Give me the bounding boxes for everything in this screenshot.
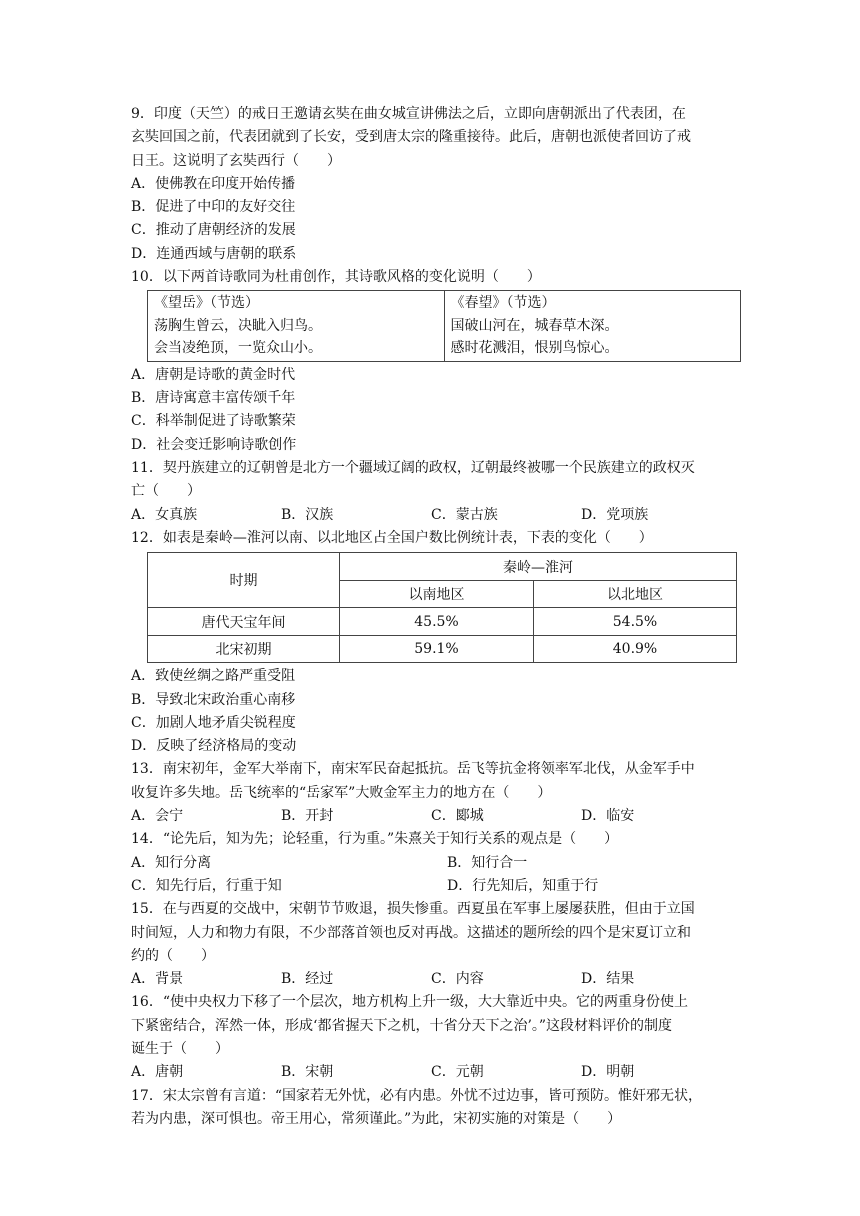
option-c: C．推动了唐朝经济的发展 [131, 222, 296, 239]
option-c: C．加剧人地矛盾尖锐程度 [131, 714, 296, 731]
option-d: D．社会变迁影响诗歌创作 [131, 436, 297, 453]
option-d: D．反映了经济格局的变动 [131, 738, 297, 755]
question-stem-line: 约的（ ） [131, 947, 215, 964]
poem-line: 国破山河在，城春草木深。 [450, 317, 619, 334]
option-d: D．结果 [581, 971, 635, 988]
option-b: B．唐诗寓意丰富传颂千年 [131, 390, 296, 407]
question-stem-line: 12．如表是秦岭—淮河以南、以北地区占全国户数比例统计表，下表的变化（ ） [131, 529, 653, 546]
option-c: C．郾城 [431, 808, 484, 825]
option-d: D．连通西域与唐朝的联系 [131, 245, 297, 262]
question-stem-line: 日王。这说明了玄奘西行（ ） [131, 152, 341, 169]
question-13 [131, 758, 731, 828]
cell-north: 54.5% [534, 608, 737, 636]
question-stem-line: 10．以下两首诗歌同为杜甫创作，其诗歌风格的变化说明（ ） [131, 269, 541, 286]
options-row [131, 852, 731, 875]
question-stem-line: 11．契丹族建立的辽朝曾是北方一个疆域辽阔的政权，辽朝最终被哪一个民族建立的政权灭 [131, 460, 695, 477]
table-row [148, 608, 737, 636]
options-row [131, 1061, 731, 1084]
question-stem-line: 时间短，人力和物力有限，不少部落首领也反对再战。这描述的题所绘的四个是宋夏订立和 [131, 924, 691, 941]
option-a: A．女真族 [131, 506, 198, 523]
option-a: A．致使丝绸之路严重受阻 [131, 668, 296, 685]
question-stem-line: 诞生于（ ） [131, 1041, 229, 1057]
question-14 [131, 828, 731, 898]
option-b: B．促进了中印的友好交往 [131, 199, 296, 216]
header-region: 秦岭—淮河 [340, 553, 737, 581]
option-a: A．会宁 [131, 808, 184, 825]
poem-title: 《春望》（节选） [450, 295, 556, 312]
poem-table [147, 290, 741, 362]
option-b: B．开封 [281, 808, 334, 825]
options-row [131, 504, 731, 527]
options-row [131, 968, 731, 991]
cell-period: 北宋初期 [148, 635, 340, 663]
poem-line: 感时花溅泪，恨别鸟惊心。 [450, 340, 619, 357]
option-b: B．导致北宋政治重心南移 [131, 691, 296, 708]
question-10 [131, 266, 731, 457]
cell-south: 45.5% [340, 608, 534, 636]
option-b: B．宋朝 [281, 1064, 334, 1081]
question-stem-line: 15．在与西夏的交战中，宋朝节节败退，损失惨重。西夏虽在军事上屡屡获胜，但由于立国 [131, 901, 695, 918]
options-row [131, 875, 731, 898]
cell-north: 40.9% [534, 635, 737, 663]
option-c: C．科举制促进了诗歌繁荣 [131, 413, 296, 430]
header-period: 时期 [148, 553, 340, 608]
question-stem-line: 14．“论先后，知为先；论轻重，行为重。”朱熹关于知行关系的观点是（ ） [131, 831, 619, 848]
question-stem-line: 17．宋太宗曾有言道：“国家若无外忧，必有内患。外忧不过边事，皆可预防。惟奸邪无状， [131, 1087, 702, 1104]
question-12 [131, 527, 731, 758]
option-d: D．行先知后，知重于行 [447, 877, 599, 894]
question-stem-line: 若为内患，深可惧也。帝王用心，常须谨此。”为此，宋初实施的对策是（ ） [131, 1110, 622, 1127]
poem-cell-chunwang [444, 291, 741, 362]
question-16 [131, 991, 731, 1084]
header-north: 以北地区 [534, 580, 737, 608]
poem-line: 会当凌绝顶，一览众山小。 [154, 340, 322, 357]
question-15 [131, 898, 731, 991]
question-stem-line: 亡（ ） [131, 483, 201, 500]
exam-page [131, 103, 731, 1131]
option-b: B．汉族 [281, 506, 334, 523]
question-11 [131, 457, 731, 527]
option-d: D．明朝 [581, 1064, 635, 1081]
option-d: D．临安 [581, 808, 635, 825]
question-stem-line: 下紧密结合，浑然一体，形成‘都省握天下之机，十省分天下之治’。”这段材料评价的制度 [131, 1017, 673, 1034]
option-c: C．内容 [431, 971, 484, 988]
option-a: A．使佛教在印度开始传播 [131, 175, 296, 192]
option-d: D．党项族 [581, 506, 649, 523]
option-c: C．元朝 [431, 1064, 484, 1081]
option-a: A．知行分离 [131, 854, 212, 871]
option-b: B．经过 [281, 971, 334, 988]
option-c: C．知先行后，行重于知 [131, 877, 282, 894]
question-stem-line: 收复许多失地。岳飞统率的“岳家军”大败金军主力的地方在（ ） [131, 784, 552, 801]
option-a: A．唐朝是诗歌的黄金时代 [131, 366, 296, 383]
options-row [131, 805, 731, 828]
option-c: C．蒙古族 [431, 506, 498, 523]
question-17 [131, 1085, 731, 1132]
question-9 [131, 103, 731, 266]
table-row [148, 635, 737, 663]
question-stem-line: 16．“使中央权力下移了一个层次，地方机构上升一级，大大靠近中央。它的两重身份使上 [131, 994, 688, 1011]
question-stem-line: 9．印度（天竺）的戒日王邀请玄奘在曲女城宣讲佛法之后，立即向唐朝派出了代表团，在 [131, 106, 686, 122]
cell-period: 唐代天宝年间 [148, 608, 340, 636]
option-b: B．知行合一 [447, 854, 528, 871]
question-stem-line: 13．南宋初年，金军大举南下，南宋军民奋起抵抗。岳飞等抗金将领率军北伐，从金军手中 [131, 761, 695, 778]
poem-cell-wangyue [148, 291, 445, 362]
poem-title: 《望岳》（节选） [154, 295, 259, 312]
option-a: A．唐朝 [131, 1064, 184, 1081]
household-ratio-table [147, 552, 737, 663]
cell-south: 59.1% [340, 635, 534, 663]
header-south: 以南地区 [340, 580, 534, 608]
option-a: A．背景 [131, 971, 184, 988]
poem-line: 荡胸生曾云，决眦入归鸟。 [154, 317, 322, 334]
question-stem-line: 玄奘回国之前，代表团就到了长安，受到唐太宗的隆重接待。此后，唐朝也派使者回访了戒 [131, 129, 691, 146]
